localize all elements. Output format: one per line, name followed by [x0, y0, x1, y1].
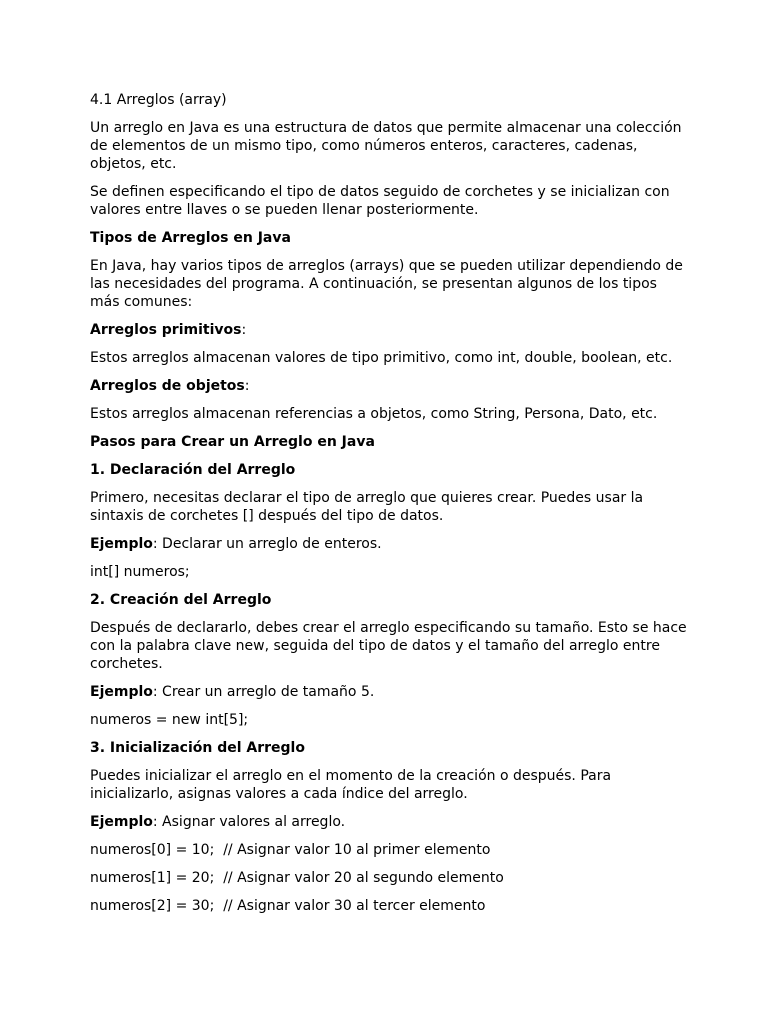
step3-code-line: numeros[0] = 10; // Asignar valor 10 al primer elemento: [90, 842, 491, 858]
step1-code: int[] numeros;: [90, 564, 190, 580]
objects-label: Arreglos de objetos: [90, 378, 245, 394]
types-heading: Tipos de Arreglos en Java: [90, 230, 291, 246]
objects-label-line: [90, 377, 690, 395]
types-intro-paragraph: En Java, hay varios tipos de arreglos (arrays) que se pueden utilizar dependiendo de las necesidades del programa. A continuación, se presentan algunos de los tipos más comunes:: [90, 258, 688, 310]
objects-description: Estos arreglos almacenan referencias a objetos, como String, Persona, Dato, etc.: [90, 406, 658, 422]
step3-code-line: numeros[1] = 20; // Asignar valor 20 al segundo elemento: [90, 870, 504, 886]
step1-example-text: : Declarar un arreglo de enteros.: [152, 536, 382, 552]
steps-heading: Pasos para Crear un Arreglo en Java: [90, 434, 375, 450]
step1-heading: 1. Declaración del Arreglo: [90, 462, 296, 478]
step3-example-label: Ejemplo: [90, 814, 153, 830]
objects-colon: :: [244, 378, 250, 394]
step3-example-line: [90, 813, 690, 831]
intro-paragraph: Un arreglo en Java es una estructura de datos que permite almacenar una colección de elementos de un mismo tipo, como números enteros, caracteres, cadenas, objetos, etc.: [90, 120, 686, 172]
primitives-label: Arreglos primitivos: [90, 322, 242, 338]
step3-example-text: : Asignar valores al arreglo.: [152, 814, 346, 830]
step1-example-line: [90, 535, 690, 553]
definition-paragraph: Se definen especificando el tipo de datos seguido de corchetes y se inicializan con valores entre llaves o se pueden llenar posteriormente.: [90, 184, 675, 218]
document-body: [90, 91, 690, 925]
step1-example-label: Ejemplo: [90, 536, 153, 552]
section-title: 4.1 Arreglos (array): [90, 92, 227, 108]
step2-example-text: : Crear un arreglo de tamaño 5.: [152, 684, 375, 700]
primitives-label-line: [90, 321, 690, 339]
step3-heading: 3. Inicialización del Arreglo: [90, 740, 305, 756]
step2-code: numeros = new int[5];: [90, 712, 249, 728]
step3-description: Puedes inicializar el arreglo en el momento de la creación o después. Para inicializarlo, asignas valores a cada índice del arreglo.: [90, 768, 616, 802]
step2-heading: 2. Creación del Arreglo: [90, 592, 272, 608]
step1-description: Primero, necesitas declarar el tipo de arreglo que quieres crear. Puedes usar la sintaxis de corchetes [] después del tipo de datos.: [90, 490, 648, 524]
step2-example-label: Ejemplo: [90, 684, 153, 700]
primitives-colon: :: [241, 322, 247, 338]
step2-description: Después de declararlo, debes crear el arreglo especificando su tamaño. Esto se hace con la palabra clave new, seguida del tipo de datos y el tamaño del arreglo entre corchetes.: [90, 620, 692, 672]
step2-example-line: [90, 683, 690, 701]
step3-code-line: numeros[2] = 30; // Asignar valor 30 al tercer elemento: [90, 898, 486, 914]
primitives-description: Estos arreglos almacenan valores de tipo primitivo, como int, double, boolean, etc.: [90, 350, 673, 366]
